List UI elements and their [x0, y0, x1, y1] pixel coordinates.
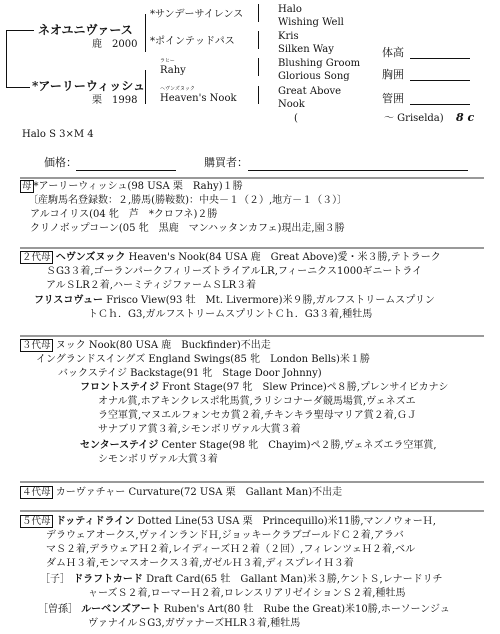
sire-sire: *サンデーサイレンス — [150, 9, 244, 20]
g3-9: ( — [294, 113, 298, 124]
g3-3: Kris — [278, 31, 299, 42]
gen5-line-2: デラウェアオークス,ヴァインランドＨ,ジョッキークラブゴールドＣ２着,アラバ — [46, 530, 404, 541]
gen3-line-9: シモンボリヴァル大賞３着 — [98, 454, 218, 465]
gen3-line-5: オナル賞,ホアキンクレスポ牝馬賞,ラリシコナーダ競馬場賞,ヴェネズエ — [98, 396, 416, 407]
gen5-tag: ５代母 — [22, 516, 51, 527]
cannon-label: 管囲 — [382, 92, 404, 105]
bracket-line — [145, 70, 146, 104]
gen5-child-name: ドラフトカード — [73, 574, 143, 585]
sire-name: ネオユニヴァース — [38, 23, 133, 37]
g3-7: Great Above — [278, 86, 342, 97]
gen4-tag: ４代母 — [22, 487, 51, 498]
gen3-line-1: ヌック Nook(80 USA 鹿 Buckfinder)不出走 — [55, 340, 271, 351]
bracket-line — [258, 4, 259, 22]
section-divider — [20, 510, 484, 512]
section-divider — [20, 247, 484, 249]
gen5-greatgrandchild-tag: ［曽孫］ — [38, 604, 78, 615]
gen3-line-7: サナブリア賞３着,シモンボリヴァル大賞３着 — [98, 424, 301, 435]
gen3-line-8: Center Stage(98 牝 Chayim)ペ２勝,ヴェネズエラ空軍賞, — [161, 440, 437, 451]
bracket-line — [258, 58, 259, 76]
dam-sire-ruby: ラヒー — [160, 58, 175, 64]
bracket-line — [145, 14, 146, 52]
dam-line-1 — [20, 180, 243, 193]
dam-name: *アーリーウィッシュ — [32, 79, 145, 93]
dam-dam: Heaven's Nook — [160, 93, 237, 104]
bracket-line — [6, 30, 34, 31]
g3-10: ～ Griselda) — [384, 113, 444, 124]
gen5-line-4: ダムＨ３着,モンマスオークス３着,ガゼルＨ３着,ディスプレイＨ３着 — [46, 558, 354, 569]
dam-record: *アーリーウィッシュ(98 USA 栗 Rahy)１勝 — [33, 181, 243, 192]
inbreeding-cross: Halo S 3×M 4 — [22, 129, 94, 140]
gen5-line-5: Draft Card(65 牡 Gallant Man)米３勝,ケントＳ,レナードリチ — [146, 574, 443, 585]
gen3-progeny-2-name: センターステイジ — [80, 440, 159, 451]
gen3-line-4: Front Stage(97 牝 Slew Prince)ペ８勝,プレンサイビカナシ — [162, 382, 449, 393]
gen3-line-3: バックステイジ Backstage(91 牝 Stage Door Johnny) — [58, 368, 322, 379]
chest-label: 胸囲 — [382, 68, 404, 81]
price-label: 価格： — [44, 156, 77, 169]
gen2-line-1: Heaven's Nook(84 USA 鹿 Great Above)愛・米３勝,テトラーク — [128, 252, 441, 263]
dam-info: 栗 1998 — [92, 95, 138, 106]
gen5-line-8: ヴァナイルＳG3,ガヴァナーズHLR３着,種牡馬 — [88, 618, 301, 629]
height-field — [410, 58, 470, 59]
gen2-line-5: トＣｈ．G3,ガルフストリームスプリントＣｈ．G3３着,種牡馬 — [88, 309, 373, 320]
dam-dam-ruby: ヘヴンズヌック — [160, 86, 195, 92]
gen2-tag: ２代母 — [22, 252, 51, 263]
sire-dam: *ポインテッドパス — [150, 36, 235, 47]
section-divider — [20, 481, 484, 483]
g3-6: Glorious Song — [278, 71, 350, 82]
gen5-greatgrandchild-name: ルーベンズアート — [81, 604, 161, 615]
gen5-line-3: マＳ２着,デラウェアＨ２着,レイディーズＨ２着（２回）,フィレンツェＨ２着,ベル — [46, 544, 416, 555]
chest-field — [410, 80, 470, 81]
gen5-line-6: ャーズＳ２着,ローマーＨ２着,ロレンスリアリゼイションＳ２着,種牡馬 — [88, 588, 406, 599]
gen3-tag: ３代母 — [22, 340, 51, 351]
gen3-progeny-1-name: フロントステイジ — [80, 382, 159, 393]
gen3-line-6: ラ空軍賞,マヌエルフォンセカ賞２着,チキンキラ聖母マリア賞２着,ＧＪ — [98, 410, 417, 421]
gen2-line-4: Frisco View(93 牡 Mt. Livermore)米９勝,ガルフストリームスプリン — [106, 295, 435, 306]
gen4-line-1: カーヴァチャー Curvature(72 USA 栗 Gallant Man)不出走 — [55, 487, 343, 498]
section-divider — [20, 335, 484, 337]
g3-2: Wishing Well — [278, 17, 344, 28]
g3-4: Silken Way — [278, 44, 334, 55]
dam-offspring-2: クリノボップコーン(05 牝 黒鹿 マンハッタンカフェ)現出走,園３勝 — [30, 223, 345, 234]
buyer-field — [248, 170, 468, 171]
bracket-line — [258, 86, 259, 104]
gen2-name: ヘヴンズヌック — [55, 252, 126, 263]
bracket-line — [258, 31, 259, 49]
g3-8: Nook — [278, 99, 305, 110]
buyer-label: 購買者： — [204, 156, 248, 169]
bracket-line — [6, 30, 7, 88]
section-divider — [20, 177, 484, 179]
dam-offspring-1: アルコイリス(04 牝 芦 *クロフネ)２勝 — [30, 209, 218, 220]
dam-tag: 母 — [22, 181, 32, 192]
gen2-progeny-name: フリスコヴュー — [34, 295, 103, 306]
gen5-child-tag: ［子］ — [40, 574, 70, 585]
cannon-field — [410, 104, 470, 105]
gen5-line-7: Ruben's Art(80 牡 Rube the Great)米10勝,ホーソーンジュ — [163, 604, 450, 615]
sire-info: 鹿 2000 — [92, 39, 138, 50]
g3-5: Blushing Groom — [278, 58, 361, 69]
gen3-line-2: イングランドスイングズ England Swings(85 牝 London Bells)米１勝 — [36, 354, 370, 365]
bracket-line — [6, 87, 30, 88]
gen2-line-2: ＳG3３着,ゴーランパークフィリーズトライアルLR,フィーニクス1000ギニートライ — [46, 266, 423, 277]
g3-1: Halo — [278, 4, 302, 15]
gen2-line-3: アルＳLR２着,ハーミティジファームＳLR３着 — [46, 280, 257, 291]
dam-sire: Rahy — [160, 65, 186, 76]
height-label: 体高 — [382, 46, 404, 59]
dam-progeny-summary: 〔産駒馬名登録数：２,勝馬(勝鞍数)：中央－１（２）,地方－１（３）〕 — [28, 195, 348, 206]
price-field — [76, 170, 176, 171]
family-number: 8 c — [456, 111, 475, 124]
gen5-line-1: Dotted Line(53 USA 栗 Princequillo)米11勝,マンノウォーＨ, — [137, 516, 436, 527]
gen5-name: ドッティドライン — [55, 516, 135, 527]
